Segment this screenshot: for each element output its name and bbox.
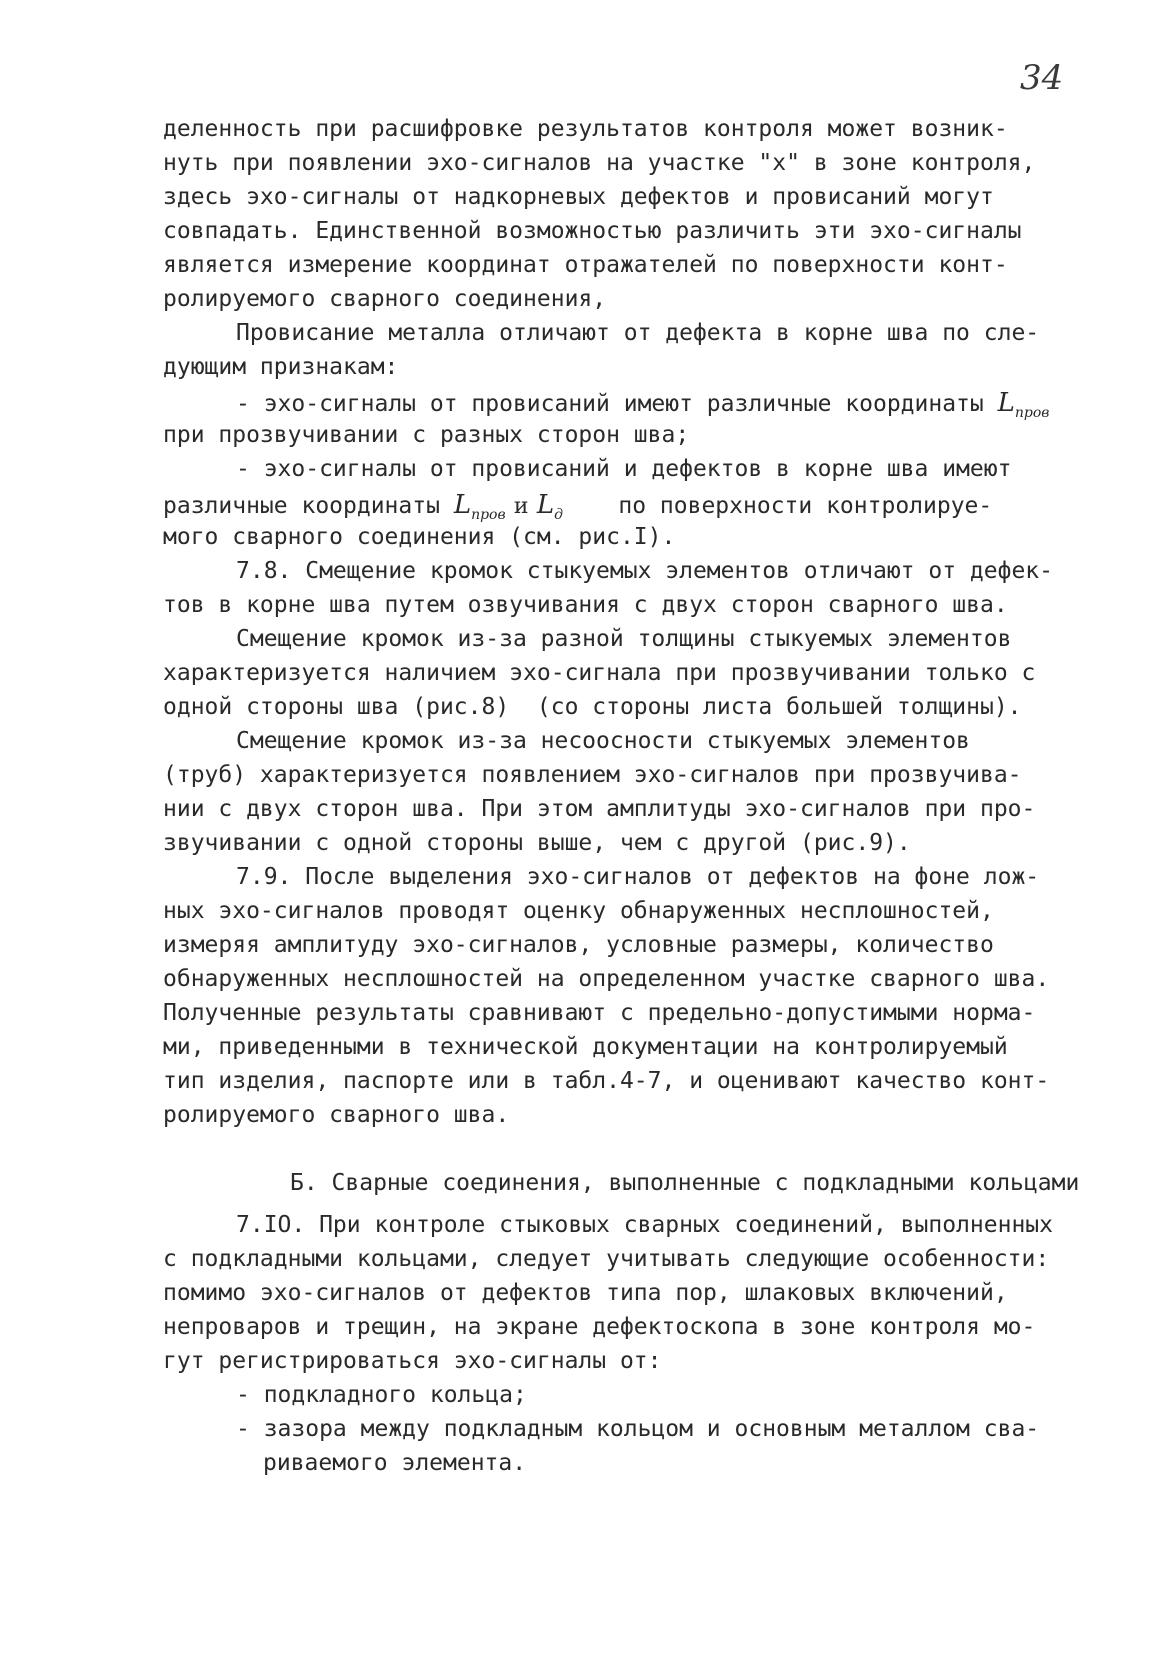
text-line: одной стороны шва (рис.8) (со стороны листа большей толщины). — [163, 694, 1022, 720]
text-line: тип изделия, паспорте или в табл.4-7, и оценивают качество конт- — [163, 1068, 1050, 1094]
text-line: нуть при появлении эхо-сигналов на участке "x" в зоне контроля, — [163, 150, 1036, 176]
text-line: характеризуется наличием эхо-сигнала при прозвучивании только с — [163, 660, 1036, 686]
text-line: совпадать. Единственной возможностью различить эти эхо-сигналы — [163, 218, 1022, 244]
text-line: является измерение координат отражателей по поверхности конт- — [163, 252, 1008, 278]
text-line: риваемого элемента. — [263, 1450, 527, 1476]
section-heading: Б. Сварные соединения, выполненные с подкладными кольцами — [290, 1170, 1080, 1196]
list-item: - подкладного кольца; — [236, 1382, 527, 1408]
text-line: мого сварного соединения (см. рис.I). — [163, 524, 676, 550]
page-number: 34 — [1020, 58, 1064, 98]
text-line: нии с двух сторон шва. При этом амплитуды эхо-сигналов при про- — [163, 796, 1036, 822]
text-line: деленность при расшифровке результатов контроля может возник- — [163, 116, 1008, 142]
text-line: Провисание металла отличают от дефекта в корне шва по сле- — [236, 320, 1040, 346]
text-line: здесь эхо-сигналы от надкорневых дефектов и провисаний могут — [163, 184, 994, 210]
text-line: 7.8. Смещение кромок стыкуемых элементов отличают от дефек- — [236, 558, 1053, 584]
text-line: 7.IO. При контроле стыковых сварных соединений, выполненных — [236, 1212, 1053, 1238]
text-line: непроваров и трещин, на экране дефектоскопа в зоне контроля мо- — [163, 1314, 1036, 1340]
line-text-start: различные координаты — [163, 493, 440, 519]
text-line: ми, приведенными в технической документации на контролируемый — [163, 1034, 1008, 1060]
text-line: измеряя амплитуду эхо-сигналов, условные размеры, количество — [163, 932, 994, 958]
text-line: с подкладными кольцами, следует учитывать следующие особенности: — [163, 1246, 1050, 1272]
text-line: ролируемого сварного соединения, — [163, 286, 607, 312]
text-line: обнаруженных несплошностей на определенном участке сварного шва. — [163, 966, 1050, 992]
text-line: тов в корне шва путем озвучивания с двух сторон сварного шва. — [163, 592, 1008, 618]
text-line: Смещение кромок из-за несоосности стыкуемых элементов — [236, 728, 970, 754]
text-line: ролируемого сварного шва. — [163, 1102, 510, 1128]
text-line: гут регистрироваться эхо-сигналы от: — [163, 1348, 662, 1374]
text-line: при прозвучивании с разных сторон шва; — [163, 422, 690, 448]
list-item: - зазора между подкладным кольцом и основным металлом сва- — [236, 1416, 1040, 1442]
formula-l-prov: $L_{пров}$ — [997, 388, 1050, 421]
text-line: Смещение кромок из-за разной толщины стыкуемых элементов — [236, 626, 1012, 652]
list-item-line — [236, 390, 1049, 420]
list-item-line — [163, 492, 992, 522]
text-line: дующим признакам: — [163, 354, 399, 380]
text-line: (труб) характеризуется появлением эхо-сигналов при прозвучива- — [163, 762, 1022, 788]
formula-l-prov-l-d: $L_{пров}$ и $L_д$ — [453, 490, 563, 523]
text-line: 7.9. После выделения эхо-сигналов от дефектов на фоне лож- — [236, 864, 1040, 890]
text-line: ных эхо-сигналов проводят оценку обнаруженных несплошностей, — [163, 898, 994, 924]
line-text-end: по поверхности контролируе- — [618, 493, 993, 519]
text-line: помимо эхо-сигналов от дефектов типа пор, шлаковых включений, — [163, 1280, 1008, 1306]
text-line: звучивании с одной стороны выше, чем с другой (рис.9). — [163, 830, 911, 856]
list-item-text: - эхо-сигналы от провисаний имеют различные координаты — [236, 391, 984, 417]
text-line: - эхо-сигналы от провисаний и дефектов в корне шва имеют — [236, 456, 1012, 482]
text-line: Полученные результаты сравнивают с предельно-допустимыми норма- — [163, 1000, 1036, 1026]
